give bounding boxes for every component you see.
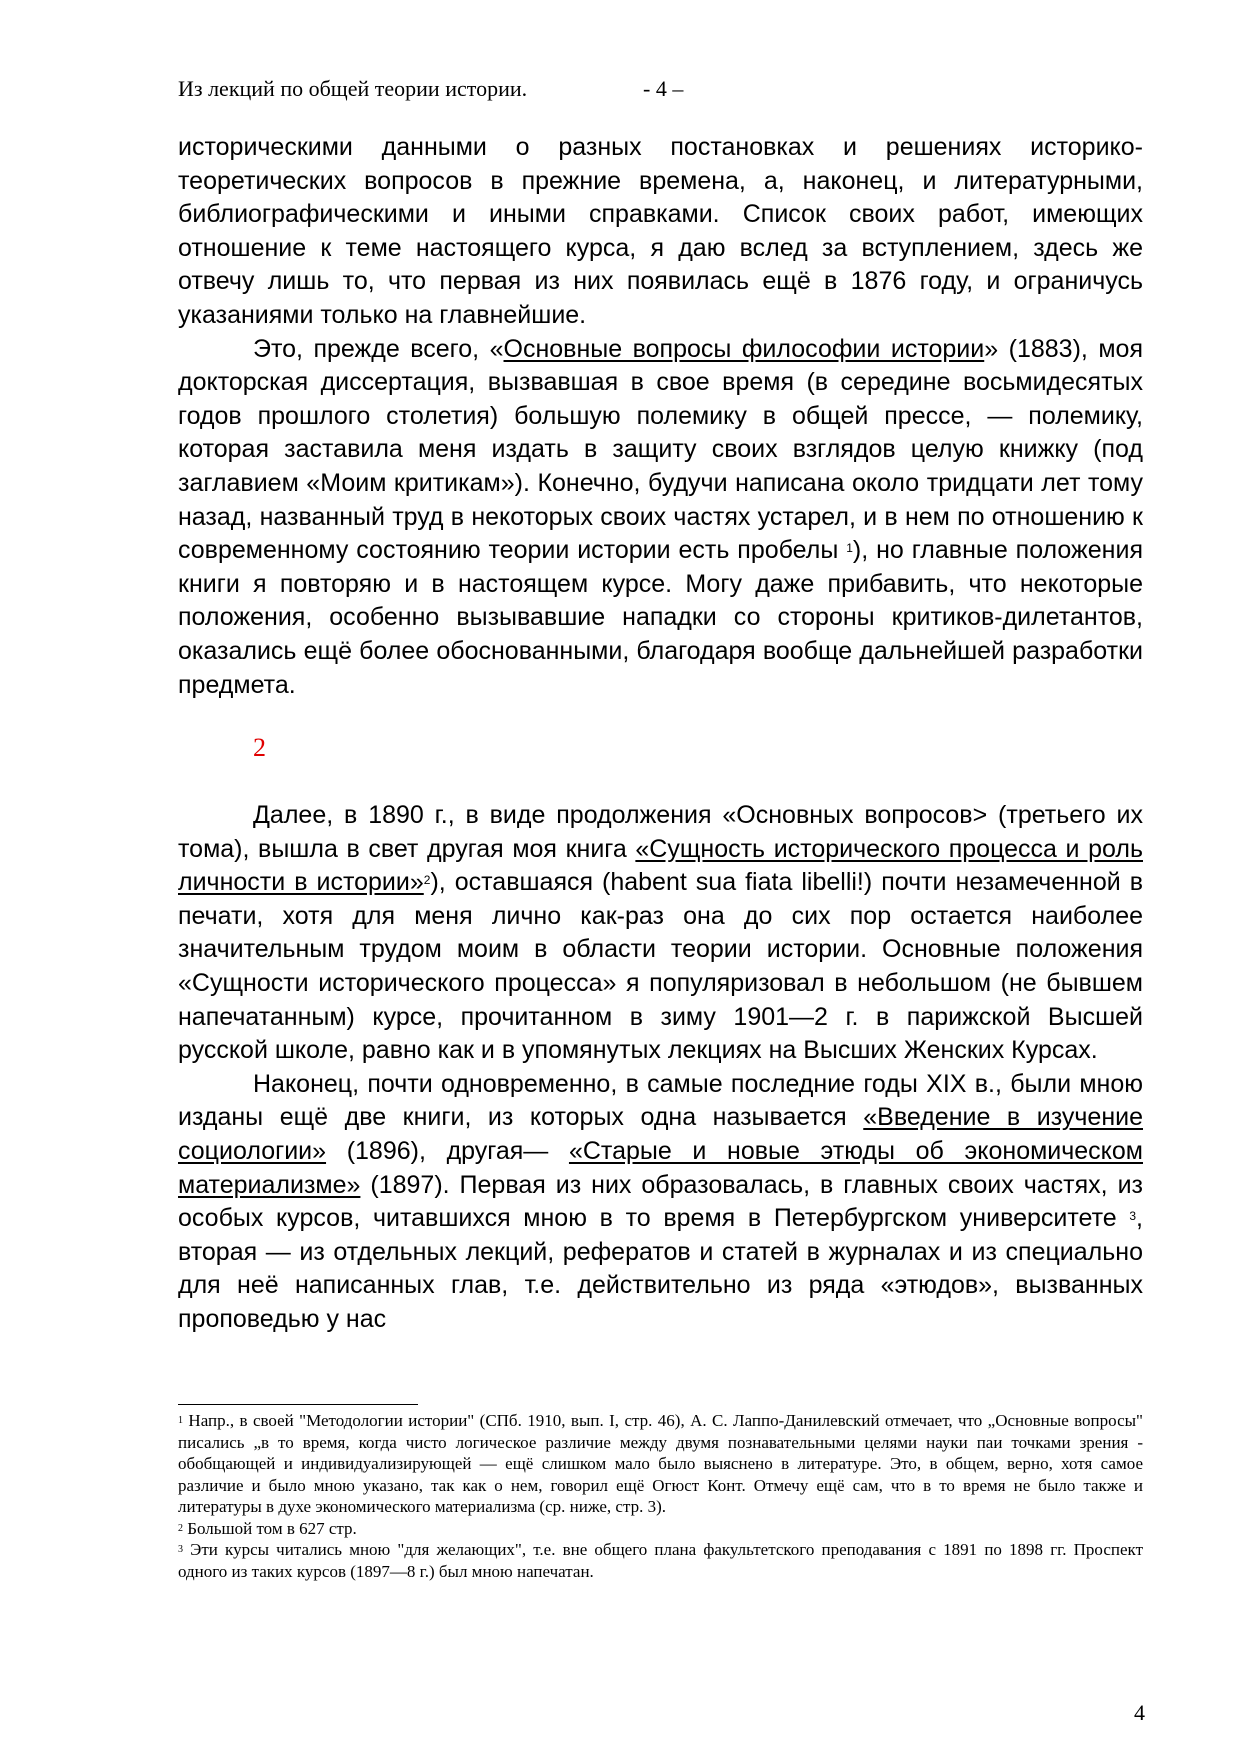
footnote-1 [178,1410,1143,1518]
footnote-number: 3 [178,1544,183,1555]
footnote-ref-1: 1 [846,541,853,556]
footnote-3 [178,1539,1143,1582]
paragraph-4-part-a: Наконец, почти одновременно, в самые последние годы XIX в., были мною изданы ещё две книги, из которых одна называется [178,1069,1143,1132]
footnote-number: 2 [178,1522,183,1534]
book-title-link-starye-etyudy: «Старые и новые этюды об экономическом материализме» [178,1136,1143,1199]
section-number: 2 [253,733,266,762]
footnote-ref-2: 2 [423,873,431,888]
footnote-number: 1 [178,1415,183,1426]
page-number: 4 [1134,1700,1145,1725]
paragraph-3-part-a: Далее, в 1890 г., в виде продолжения «Основных вопросов> (третьего их тома), вышла в свет другая моя книга [178,801,1143,863]
footnote-text: Эти курсы читались мною "для желающих", т.е. вне общего плана факультетского преподавания с 1891 по 1898 гг. Проспект одного из таких курсов (1897—8 г.) был мною напечатан. [178,1540,1143,1581]
book-title-link-vvedenie: «Введение в изучение социологии» [178,1103,1143,1165]
paragraph-2-part-b: » (1883), моя докторская диссертация, вызвавшая в свое время (в середине восьмидесятых годов прошлого столетия) большую полемику в общей прессе, — полемику, которая заставила меня издать в защиту своих взглядов целую книжку (под заглавием «Моим критикам»). Конечно, будучи написана около тридцати лет тому назад, названный труд в некоторых своих частях устарел, и в нем по отношению к современному состоянию теории истории есть пробелы [178,334,1143,565]
body-text-top [178,131,1143,702]
running-header-title: Из лекций по общей теории истории. [178,76,528,101]
paragraph-2-part-c: ), но главные положения книги я повторяю и в настоящем курсе. Могу даже прибавить, что некоторые положения, особенно вызывавшие нападки со стороны критиков-дилетантов, оказались ещё более обоснованными, благодаря вообще дальнейшей разработки предмета. [178,536,1143,699]
running-header [178,76,684,102]
paragraph-2-part-a: Это, прежде всего, « [253,334,504,363]
running-header-page-mark: - 4 – [643,76,684,101]
book-title-link-osnovnye-voprosy: Основные вопросы философии истории [503,334,985,363]
footnote-separator [178,1404,418,1405]
paragraph-4-part-c: (1897). Первая из них образовалась, в главных своих частях, из особых курсов, читавшихся мною в то время в Петербургском университете [178,1170,1143,1233]
footnote-2 [178,1518,1143,1540]
footnote-text: Большой том в 627 стр. [183,1518,357,1538]
footnote-text: Напр., в своей "Методологии истории" (СПб. 1910, вып. I, стр. 46), А. С. Лаппо-Данилевский отмечает, что „Основные вопросы" писались „в то время, когда чисто логическое различие между двумя познавательными целями науки паи точками зрения - обобщающей и индивидуализирующей — ещё слишком мало было выяснено в литературе. Это, в общем, верно, хотя самое различие и было мною указано, так как о нем, говорил ещё Огюст Конт. Отмечу ещё сам, что в то время не было также и литературы в духе экономического материализма (ср. ниже, стр. 3). [178,1411,1143,1516]
footnotes [178,1410,1143,1582]
body-text-bottom [178,799,1143,1337]
book-title-link-sushchnost: «Сущность исторического процесса и роль личности в истории» [178,834,1143,897]
paragraph-3 [178,799,1143,1068]
paragraph-4-part-d: , вторая — из отдельных лекций, рефератов и статей в журналах и из специально для неё написанных глав, т.е. действительно из ряда «этюдов», вызванных проповедью у нас [178,1204,1143,1333]
paragraph-3-part-b: ), оставшаяся (habent sua fiata libelli!) почти незамеченной в печати, хотя для меня лично как-раз она до сих пор остается наиболее значительным трудом моим в области теории истории. Основные положения «Сущности исторического процесса» я популяризовал в небольшом (не бывшем напечатанным) курсе, прочитанном в зиму 1901—2 г. в парижской Высшей русской школе, равно как и в упомянутых лекциях на Высших Женских Курсах. [178,868,1143,1065]
paragraph-4 [178,1068,1143,1337]
paragraph-4-part-b: (1896), другая— [326,1136,569,1165]
paragraph-2 [178,333,1143,703]
paragraph-1: историческими данными о разных постановках и решениях историко-теоретических вопросов в прежние времена, а, наконец, и литературными, библиографическими и иными справками. Список своих работ, имеющих отношение к теме настоящего курса, я даю вслед за вступлением, здесь же отвечу лишь то, что первая из них появилась ещё в 1876 году, и ограничусь указаниями только на главнейшие. [178,133,1143,329]
footnote-ref-3: 3 [1129,1209,1137,1224]
